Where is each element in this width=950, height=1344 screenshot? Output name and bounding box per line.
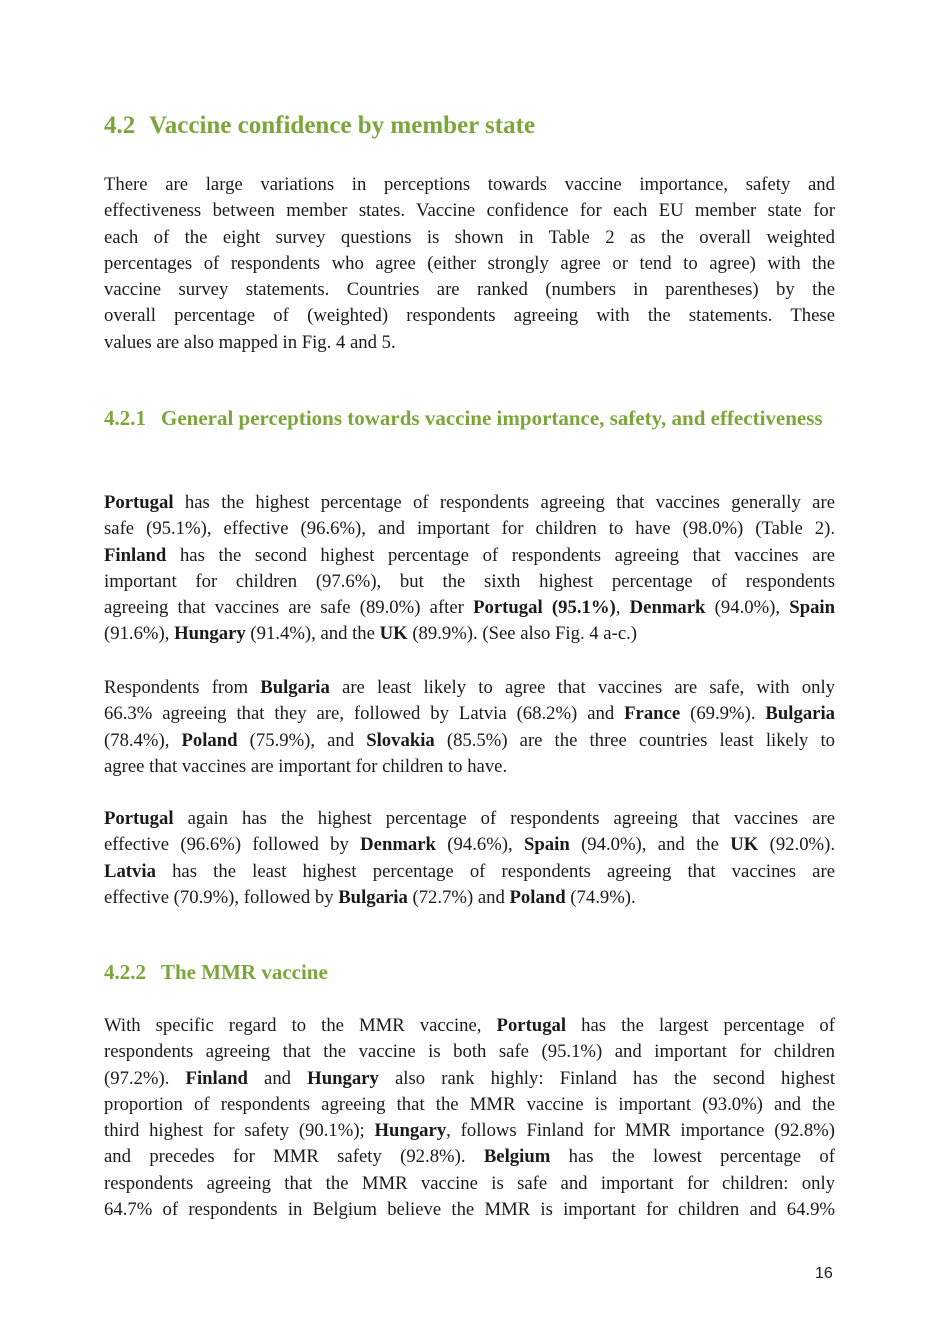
text-line: 64.7% of respondents in Belgium believe the MMR is important for children and 64.9% (104, 1199, 835, 1221)
section-heading (104, 112, 535, 140)
text-line: proportion of respondents agreeing that the MMR vaccine is important (93.0%) and the (104, 1093, 835, 1115)
text-line: overall percentage of (weighted) respondents agreeing with the statements. These (104, 305, 835, 327)
country-name: UK (730, 834, 759, 856)
subsection-heading-4-2-2 (104, 957, 328, 987)
country-name: Portugal (496, 1015, 567, 1036)
text-line: percentages of respondents who agree (either strongly agree or tend to agree) with the (104, 252, 835, 274)
country-name: Portugal (104, 808, 174, 829)
page-number: 16 (815, 1265, 833, 1282)
text-line: effective (70.9%), followed by Bulgaria (72.7%) and Poland (74.9%). (104, 886, 636, 908)
text-line: values are also mapped in Fig. 4 and 5. (104, 331, 396, 353)
section-number: 4.2 (104, 112, 136, 139)
text-line: agree that vaccines are important for children to have. (104, 755, 508, 777)
text-line: effectiveness between member states. Vaccine confidence for each EU member state for (104, 200, 835, 222)
country-name: Bulgaria (765, 703, 835, 725)
country-name: Spain (789, 597, 836, 619)
text-line: (78.4%), Poland (75.9%), and Slovakia (85.5%) are the three countries least likely to (104, 729, 836, 751)
subsection-number: 4.2.1 (104, 406, 146, 430)
text-line: effective (96.6%) followed by Denmark (94.6%), Spain (94.0%), and the UK (92.0%). (104, 834, 836, 856)
text-line: respondents agreeing that the MMR vaccine is safe and important for children: only (104, 1172, 835, 1194)
text-line: third highest for safety (90.1%); Hungary, follows Finland for MMR importance (92.8%) (104, 1120, 835, 1142)
country-name: Portugal (95.1%) (473, 597, 616, 619)
text-line: and precedes for MMR safety (92.8%). Belgium has the lowest percentage of (104, 1146, 835, 1168)
text-line: respondents agreeing that the vaccine is both safe (95.1%) and important for children (104, 1041, 835, 1063)
text-line: agreeing that vaccines are safe (89.0%) after Portugal (95.1%), Denmark (94.0%), Spain (104, 597, 836, 619)
text-line: 66.3% agreeing that they are, followed by Latvia (68.2%) and France (69.9%). Bulgaria (104, 703, 835, 725)
subsection-title: General perceptions towards vaccine importance, safety, and effectiveness (161, 406, 823, 430)
paragraph-mmr-vaccine (104, 1013, 835, 1223)
country-name: Hungary (374, 1120, 447, 1142)
country-name: UK (379, 623, 408, 645)
section-title: Vaccine confidence by member state (149, 112, 536, 139)
text-line: Finland has the second highest percentage of respondents agreeing that vaccines are (104, 544, 835, 566)
paragraph-least-likely (104, 675, 835, 780)
country-name: France (624, 703, 681, 725)
country-name: Hungary (307, 1067, 379, 1089)
country-name: Belgium (483, 1146, 551, 1168)
text-line: Portugal has the highest percentage of respondents agreeing that vaccines generally are (104, 492, 835, 513)
country-name: Finland (185, 1067, 248, 1089)
intro-paragraph (104, 172, 835, 356)
country-name: Denmark (629, 597, 706, 619)
country-name: Denmark (360, 834, 436, 856)
text-line: (91.6%), Hungary (91.4%), and the UK (89.9%). (See also Fig. 4 a-c.) (104, 623, 638, 645)
text-line: Portugal again has the highest percentage of respondents agreeing that vaccines are (104, 808, 835, 829)
country-name: Hungary (174, 623, 246, 645)
country-name: Bulgaria (260, 677, 330, 698)
paragraph-effectiveness (104, 806, 835, 911)
text-line: With specific regard to the MMR vaccine, Portugal has the largest percentage of (104, 1015, 835, 1036)
text-line: (97.2%). Finland and Hungary also rank highly: Finland has the second highest (104, 1067, 836, 1089)
country-name: Poland (509, 886, 566, 908)
subsection-heading-4-2-1 (104, 403, 835, 433)
country-name: Latvia (104, 860, 156, 882)
country-name: Poland (181, 729, 238, 751)
text-line: vaccine survey statements. Countries are ranked (numbers in parentheses) by the (104, 279, 835, 301)
paragraph-general-perceptions (104, 490, 835, 648)
text-line: safe (95.1%), effective (96.6%), and important for children to have (98.0%) (Table 2). (104, 518, 835, 540)
text-line: important for children (97.6%), but the sixth highest percentage of respondents (104, 570, 835, 592)
subsection-number: 4.2.2 (104, 960, 146, 984)
text-line: There are large variations in perceptions towards vaccine importance, safety and (104, 174, 835, 195)
country-name: Finland (104, 544, 167, 566)
text-line: Latvia has the least highest percentage of respondents agreeing that vaccines are (104, 860, 835, 882)
text-line: each of the eight survey questions is shown in Table 2 as the overall weighted (104, 226, 835, 248)
country-name: Slovakia (366, 729, 435, 751)
subsection-title: The MMR vaccine (161, 960, 328, 984)
text-line: Respondents from Bulgaria are least likely to agree that vaccines are safe, with only (104, 677, 836, 698)
country-name: Bulgaria (338, 886, 408, 908)
country-name: Portugal (104, 492, 174, 513)
country-name: Spain (524, 834, 570, 856)
